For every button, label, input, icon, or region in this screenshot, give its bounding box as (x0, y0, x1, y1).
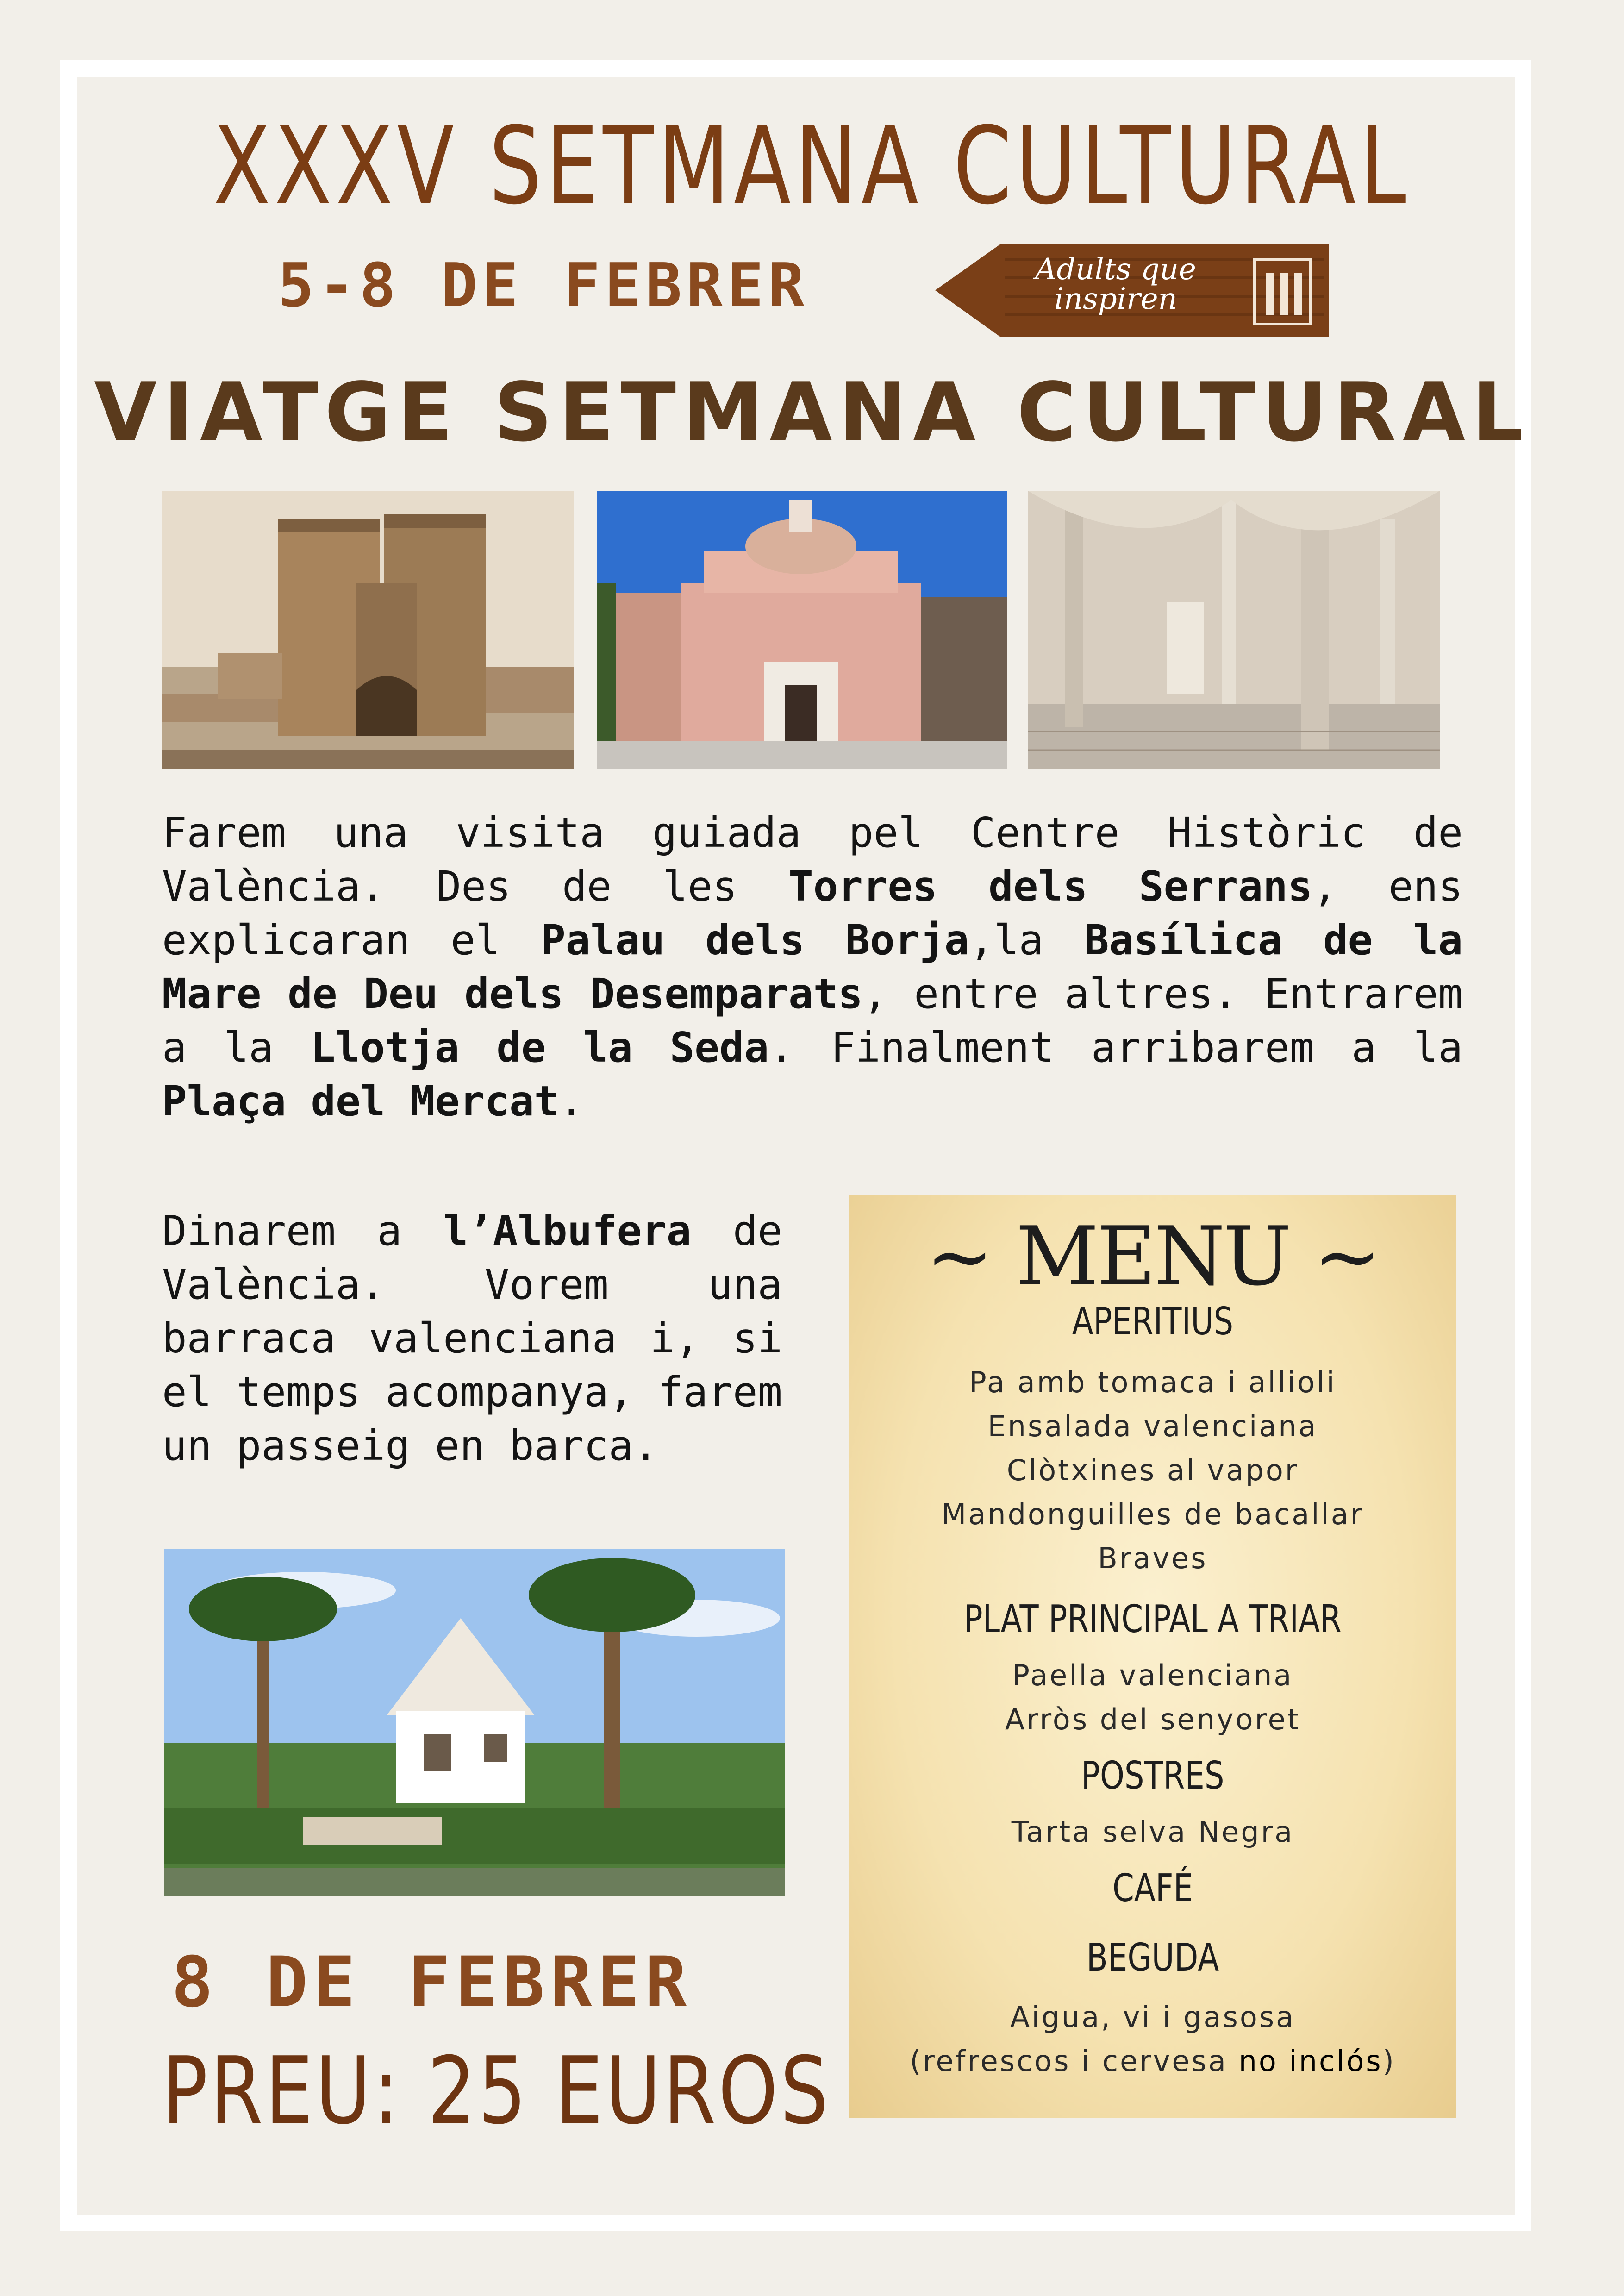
menu-item: Aigua, vi i gasosa (1010, 2000, 1296, 2034)
menu-item: Arròs del senyoret (1005, 1702, 1301, 1736)
trip-subtitle: VIATGE SETMANA CULTURAL (94, 366, 1530, 460)
menu-beguda-heading: BEGUDA (1086, 1936, 1219, 1980)
menu-item: Pa amb tomaca i allioli (969, 1365, 1337, 1399)
basilica-photo (597, 491, 1007, 769)
menu-card (849, 1195, 1456, 2118)
trip-price: PREU: 25 EUROS (162, 2037, 831, 2145)
menu-aperitius-heading: APERITIUS (1072, 1300, 1234, 1344)
menu-item: Mandonguilles de bacallar (941, 1497, 1364, 1531)
menu-item: Ensalada valenciana (987, 1409, 1318, 1443)
menu-title: ~ MENU ~ (925, 1210, 1380, 1304)
lunch-text: Dinarem a l’Albufera de València. Vorem una barraca valenciana i, si el temps acompanya, farem un passeig en barca. (162, 1207, 783, 1470)
menu-beguda-note: (refrescos i cervesa no inclós) (910, 2044, 1396, 2078)
itinerary-text: Farem una visita guiada pel Centre Històric de València. Des de les Torres dels Serrans, ens explicaran el Palau dels Borja,la Basílica de la Mare de Deu dels Desemparats, entre altres. Entrarem a la Llotja de la Seda. Finalment arribarem a la Plaça del Mercat. (162, 808, 1463, 1125)
llotja-interior-photo (1028, 491, 1440, 769)
barraca-albufera-photo (164, 1549, 785, 1896)
menu-item: Clòtxines al vapor (1006, 1453, 1299, 1487)
torres-serrans-illustration (162, 491, 574, 769)
menu-item: Braves (1098, 1541, 1208, 1575)
menu-principal-heading: PLAT PRINCIPAL A TRIAR (964, 1597, 1342, 1641)
event-dates: 5-8 DE FEBRER (278, 250, 809, 320)
menu-cafe-heading: CAFÉ (1112, 1866, 1193, 1910)
menu-postres-heading: POSTRES (1081, 1754, 1224, 1798)
menu-item: Paella valenciana (1012, 1658, 1293, 1692)
menu-item: Tarta selva Negra (1011, 1815, 1294, 1849)
poster-title: XXXV SETMANA CULTURAL (213, 105, 1411, 228)
adults-que-inspiren-logo (935, 241, 1329, 340)
trip-date: 8 DE FEBRER (171, 1942, 693, 2023)
badge-text: Adults que inspiren (1035, 252, 1196, 316)
